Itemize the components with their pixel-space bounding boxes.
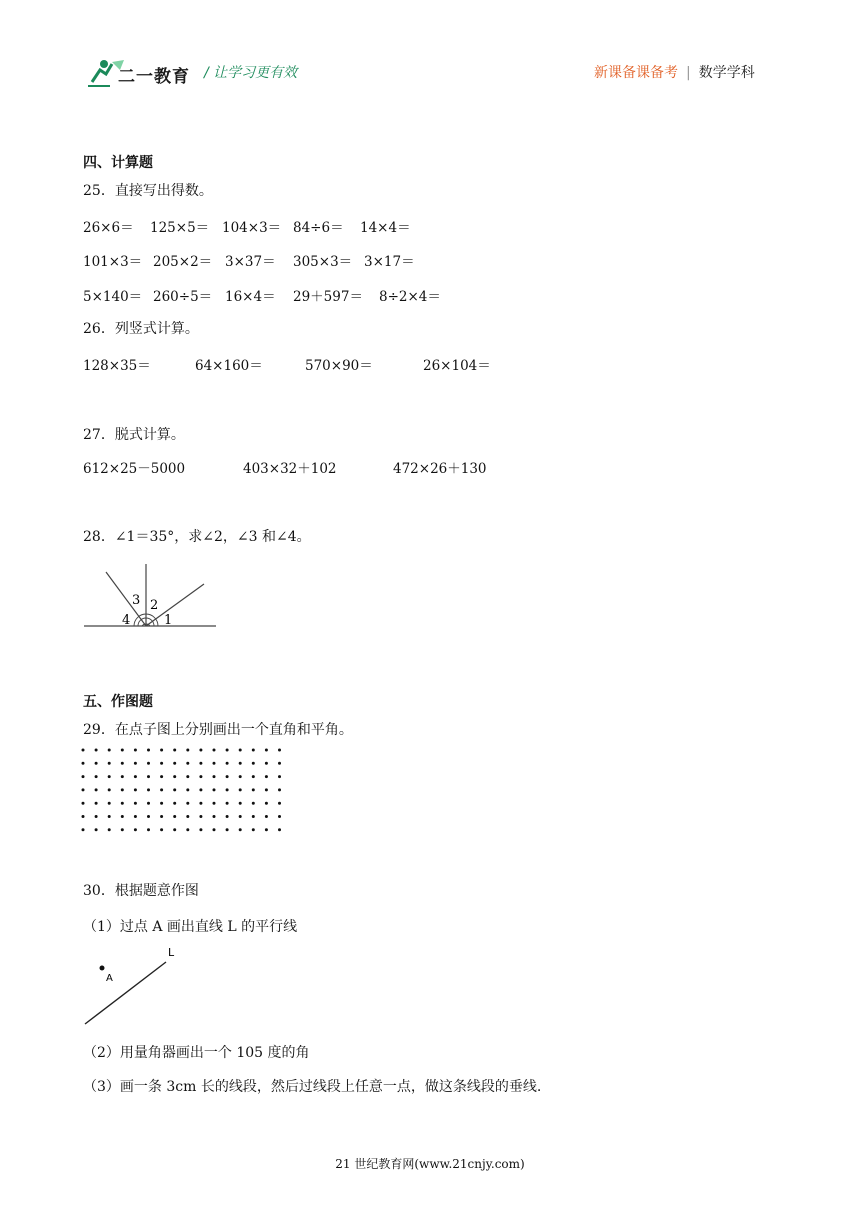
grid-dot[interactable] bbox=[199, 802, 202, 805]
q25-item: 16×4＝ bbox=[225, 289, 276, 305]
q28-title: 28．∠1＝35°，求∠2，∠3 和∠4。 bbox=[83, 529, 311, 545]
q25-item: 14×4＝ bbox=[360, 220, 411, 236]
header-subject: 数学学科 bbox=[698, 65, 755, 81]
grid-dot[interactable] bbox=[265, 802, 268, 805]
grid-dot[interactable] bbox=[95, 802, 98, 805]
grid-dot[interactable] bbox=[95, 828, 98, 831]
grid-dot[interactable] bbox=[186, 775, 189, 778]
grid-dot[interactable] bbox=[213, 802, 216, 805]
grid-dot[interactable] bbox=[134, 749, 137, 752]
grid-dot[interactable] bbox=[108, 828, 111, 831]
q25-item: 305×3＝ bbox=[293, 254, 353, 270]
grid-dot[interactable] bbox=[199, 762, 202, 765]
grid-dot[interactable] bbox=[186, 749, 189, 752]
q25-item: 8÷2×4＝ bbox=[379, 289, 441, 305]
grid-dot[interactable] bbox=[252, 749, 255, 752]
q25-item: 84÷6＝ bbox=[293, 220, 344, 236]
q25-item: 3×17＝ bbox=[364, 254, 415, 270]
q30-part2: （2）用量角器画出一个 105 度的角 bbox=[83, 1045, 310, 1061]
grid-dot[interactable] bbox=[265, 762, 268, 765]
grid-dot[interactable] bbox=[278, 775, 281, 778]
q27-item: 403×32＋102 bbox=[243, 461, 337, 477]
angle-label-1: 1 bbox=[164, 613, 173, 628]
q25-item: 125×5＝ bbox=[150, 220, 210, 236]
q26-item: 26×104＝ bbox=[423, 358, 491, 374]
line-l bbox=[85, 962, 166, 1024]
grid-dot[interactable] bbox=[239, 749, 242, 752]
header-course-text: 新课备课备考 bbox=[594, 65, 678, 81]
grid-dot[interactable] bbox=[239, 788, 242, 791]
grid-dot[interactable] bbox=[108, 775, 111, 778]
grid-dot[interactable] bbox=[147, 802, 150, 805]
dot-grid[interactable] bbox=[80, 746, 290, 836]
grid-dot[interactable] bbox=[226, 788, 229, 791]
grid-dot[interactable] bbox=[160, 815, 163, 818]
grid-dot[interactable] bbox=[160, 788, 163, 791]
grid-dot[interactable] bbox=[186, 788, 189, 791]
grid-dot[interactable] bbox=[95, 762, 98, 765]
point-a-dot bbox=[100, 966, 105, 971]
angle-figure bbox=[82, 562, 222, 634]
grid-dot[interactable] bbox=[160, 828, 163, 831]
grid-dot[interactable] bbox=[147, 815, 150, 818]
q26-title: 26．列竖式计算。 bbox=[83, 321, 199, 337]
grid-dot[interactable] bbox=[265, 775, 268, 778]
grid-dot[interactable] bbox=[134, 762, 137, 765]
grid-dot[interactable] bbox=[95, 815, 98, 818]
logo-text: 二一教育 bbox=[118, 67, 190, 87]
header-right bbox=[594, 62, 755, 82]
grid-dot[interactable] bbox=[147, 828, 150, 831]
header-slogan: / 让学习更有效 bbox=[204, 65, 298, 81]
grid-dot[interactable] bbox=[265, 749, 268, 752]
grid-dot[interactable] bbox=[278, 828, 281, 831]
grid-dot[interactable] bbox=[265, 788, 268, 791]
grid-dot[interactable] bbox=[226, 762, 229, 765]
grid-dot[interactable] bbox=[82, 788, 85, 791]
header-separator: | bbox=[686, 65, 691, 81]
grid-dot[interactable] bbox=[121, 788, 124, 791]
section-title-calc: 四、计算题 bbox=[83, 155, 153, 171]
q25-item: 26×6＝ bbox=[83, 220, 134, 236]
grid-dot[interactable] bbox=[160, 749, 163, 752]
grid-dot[interactable] bbox=[239, 762, 242, 765]
q25-item: 3×37＝ bbox=[225, 254, 276, 270]
line-l-label: L bbox=[168, 946, 175, 959]
angle-label-2: 2 bbox=[150, 598, 159, 613]
grid-dot[interactable] bbox=[239, 775, 242, 778]
grid-dot[interactable] bbox=[173, 775, 176, 778]
grid-dot[interactable] bbox=[160, 775, 163, 778]
grid-dot[interactable] bbox=[199, 815, 202, 818]
grid-dot[interactable] bbox=[95, 788, 98, 791]
grid-dot[interactable] bbox=[252, 802, 255, 805]
q25-item: 205×2＝ bbox=[153, 254, 213, 270]
grid-dot[interactable] bbox=[252, 815, 255, 818]
q27-item: 612×25－5000 bbox=[83, 461, 186, 477]
q26-item: 64×160＝ bbox=[195, 358, 263, 374]
grid-dot[interactable] bbox=[265, 815, 268, 818]
q26-item: 128×35＝ bbox=[83, 358, 151, 374]
q25-item: 104×3＝ bbox=[222, 220, 282, 236]
grid-dot[interactable] bbox=[278, 815, 281, 818]
grid-dot[interactable] bbox=[95, 775, 98, 778]
grid-dot[interactable] bbox=[173, 762, 176, 765]
footer-text: 21 世纪教育网(www.21cnjy.com) bbox=[335, 1157, 525, 1171]
grid-dot[interactable] bbox=[213, 828, 216, 831]
point-a-label: A bbox=[106, 973, 113, 984]
grid-dot[interactable] bbox=[82, 815, 85, 818]
grid-dot[interactable] bbox=[239, 802, 242, 805]
grid-dot[interactable] bbox=[199, 775, 202, 778]
grid-dot[interactable] bbox=[213, 762, 216, 765]
grid-dot[interactable] bbox=[213, 788, 216, 791]
grid-dot[interactable] bbox=[160, 762, 163, 765]
grid-dot[interactable] bbox=[147, 762, 150, 765]
q30-part3: （3）画一条 3cm 长的线段，然后过线段上任意一点，做这条线段的垂线. bbox=[83, 1079, 542, 1095]
q30-part1: （1）过点 A 画出直线 L 的平行线 bbox=[83, 919, 298, 935]
grid-dot[interactable] bbox=[108, 802, 111, 805]
grid-dot[interactable] bbox=[82, 828, 85, 831]
q25-item: 29＋597＝ bbox=[293, 289, 363, 305]
grid-dot[interactable] bbox=[82, 762, 85, 765]
grid-dot[interactable] bbox=[121, 802, 124, 805]
grid-dot[interactable] bbox=[265, 828, 268, 831]
grid-dot[interactable] bbox=[121, 762, 124, 765]
grid-dot[interactable] bbox=[278, 788, 281, 791]
grid-dot[interactable] bbox=[160, 802, 163, 805]
angle-label-3: 3 bbox=[132, 593, 141, 608]
grid-dot[interactable] bbox=[199, 749, 202, 752]
grid-dot[interactable] bbox=[121, 775, 124, 778]
q25-title: 25．直接写出得数。 bbox=[83, 183, 213, 199]
q30-title: 30．根据题意作图 bbox=[83, 883, 199, 899]
grid-dot[interactable] bbox=[226, 815, 229, 818]
grid-dot[interactable] bbox=[134, 788, 137, 791]
grid-dot[interactable] bbox=[278, 802, 281, 805]
grid-dot[interactable] bbox=[82, 802, 85, 805]
grid-dot[interactable] bbox=[121, 815, 124, 818]
grid-dot[interactable] bbox=[108, 749, 111, 752]
grid-dot[interactable] bbox=[186, 802, 189, 805]
parallel-figure bbox=[82, 944, 202, 1028]
grid-dot[interactable] bbox=[134, 828, 137, 831]
grid-dot[interactable] bbox=[147, 788, 150, 791]
grid-dot[interactable] bbox=[239, 815, 242, 818]
grid-dot[interactable] bbox=[121, 749, 124, 752]
grid-dot[interactable] bbox=[147, 749, 150, 752]
grid-dot[interactable] bbox=[213, 749, 216, 752]
grid-dot[interactable] bbox=[199, 828, 202, 831]
grid-dot[interactable] bbox=[173, 788, 176, 791]
grid-dot[interactable] bbox=[239, 828, 242, 831]
grid-dot[interactable] bbox=[134, 802, 137, 805]
grid-dot[interactable] bbox=[226, 749, 229, 752]
grid-dot[interactable] bbox=[213, 775, 216, 778]
grid-dot[interactable] bbox=[134, 775, 137, 778]
grid-dot[interactable] bbox=[226, 775, 229, 778]
grid-dot[interactable] bbox=[252, 788, 255, 791]
grid-dot[interactable] bbox=[108, 762, 111, 765]
grid-dot[interactable] bbox=[108, 815, 111, 818]
grid-dot[interactable] bbox=[186, 815, 189, 818]
grid-dot[interactable] bbox=[186, 762, 189, 765]
grid-dot[interactable] bbox=[278, 749, 281, 752]
grid-dot[interactable] bbox=[226, 828, 229, 831]
grid-dot[interactable] bbox=[278, 762, 281, 765]
grid-dot[interactable] bbox=[186, 828, 189, 831]
grid-dot[interactable] bbox=[199, 788, 202, 791]
grid-dot[interactable] bbox=[147, 775, 150, 778]
q27-item: 472×26＋130 bbox=[393, 461, 487, 477]
grid-dot[interactable] bbox=[134, 815, 137, 818]
grid-dot[interactable] bbox=[173, 815, 176, 818]
grid-dot[interactable] bbox=[82, 775, 85, 778]
grid-dot[interactable] bbox=[173, 802, 176, 805]
grid-dot[interactable] bbox=[108, 788, 111, 791]
q25-item: 101×3＝ bbox=[83, 254, 143, 270]
grid-dot[interactable] bbox=[173, 749, 176, 752]
grid-dot[interactable] bbox=[252, 762, 255, 765]
grid-dot[interactable] bbox=[213, 815, 216, 818]
section-title-draw: 五、作图题 bbox=[83, 694, 153, 710]
q29-title: 29．在点子图上分别画出一个直角和平角。 bbox=[83, 722, 353, 738]
grid-dot[interactable] bbox=[121, 828, 124, 831]
q27-title: 27．脱式计算。 bbox=[83, 427, 185, 443]
q25-item: 260÷5＝ bbox=[153, 289, 213, 305]
grid-dot[interactable] bbox=[95, 749, 98, 752]
grid-dot[interactable] bbox=[252, 828, 255, 831]
grid-dot[interactable] bbox=[173, 828, 176, 831]
q25-item: 5×140＝ bbox=[83, 289, 143, 305]
angle-label-4: 4 bbox=[122, 613, 131, 628]
grid-dot[interactable] bbox=[82, 749, 85, 752]
grid-dot[interactable] bbox=[252, 775, 255, 778]
grid-dot[interactable] bbox=[226, 802, 229, 805]
q26-item: 570×90＝ bbox=[305, 358, 373, 374]
